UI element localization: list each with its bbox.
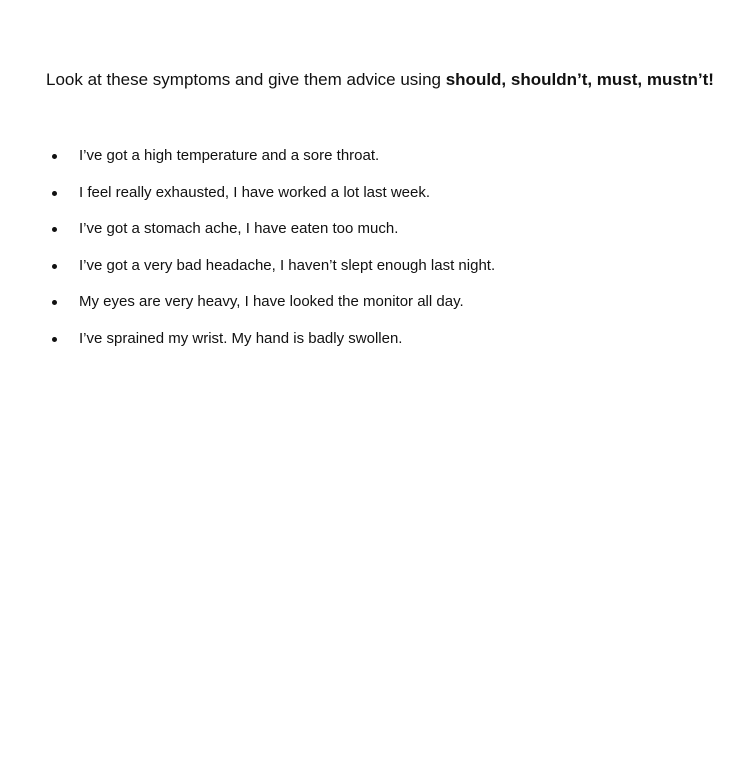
symptom-text: I’ve sprained my wrist. My hand is badly swollen. [79, 329, 403, 347]
bullet-icon [52, 227, 57, 232]
symptom-text: My eyes are very heavy, I have looked the monitor all day. [79, 293, 464, 311]
bullet-icon [52, 264, 57, 269]
instruction-modal-verbs: should, shouldn’t, must, mustn’t! [445, 70, 714, 89]
list-item [46, 256, 495, 293]
list-item [46, 183, 495, 220]
symptom-text: I feel really exhausted, I have worked a lot last week. [79, 183, 431, 201]
instruction-text: Look at these symptoms and give them advice using [46, 70, 446, 89]
symptom-text: I’ve got a very bad headache, I haven’t slept enough last night. [79, 256, 496, 274]
symptom-list [46, 146, 495, 366]
list-item [46, 329, 495, 366]
bullet-icon [52, 191, 57, 196]
list-item [46, 292, 495, 329]
list-item [46, 146, 495, 183]
bullet-icon [52, 337, 57, 342]
instruction-heading [46, 68, 746, 92]
symptom-text: I’ve got a high temperature and a sore throat. [79, 147, 380, 164]
list-item [46, 219, 495, 256]
bullet-icon [52, 154, 57, 159]
bullet-icon [52, 300, 57, 305]
symptom-text: I’ve got a stomach ache, I have eaten too much. [79, 220, 399, 238]
